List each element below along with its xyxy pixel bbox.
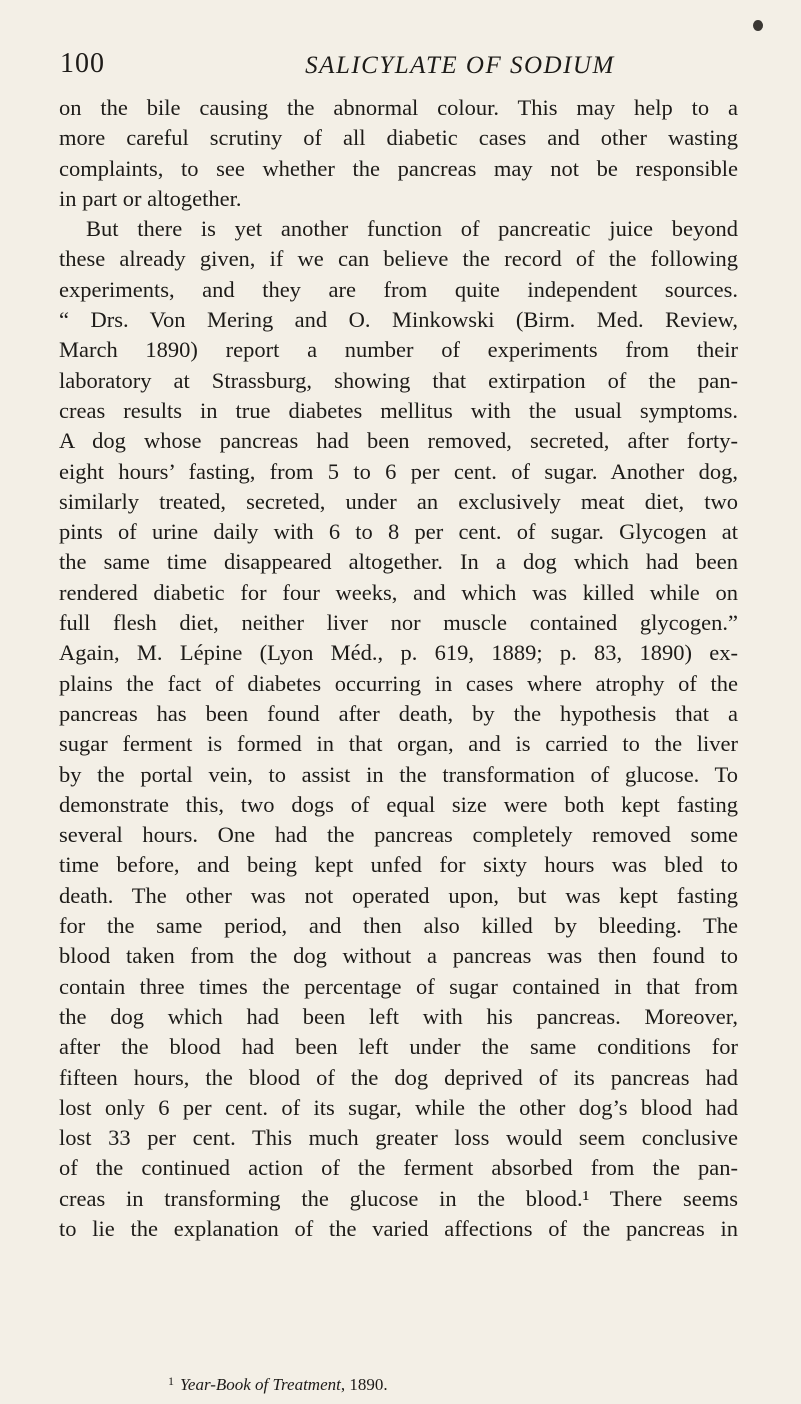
text-line: A dog whose pancreas had been removed, secreted, after forty- xyxy=(59,428,738,454)
footnote-marker: 1 xyxy=(168,1374,174,1388)
page-header xyxy=(60,48,736,88)
text-line: experiments, and they are from quite independent sources. xyxy=(59,276,738,302)
text-line: eight hours’ fasting, from 5 to 6 per cent. of sugar. Another dog, xyxy=(59,458,738,484)
text-line: lost only 6 per cent. of its sugar, while the other dog’s blood had xyxy=(59,1094,738,1120)
text-line: the same time disappeared altogether. In a dog which had been xyxy=(59,549,738,575)
text-line: creas results in true diabetes mellitus with the usual symptoms. xyxy=(59,397,738,423)
running-title: SALICYLATE OF SODIUM xyxy=(305,52,615,79)
footnote-year: , 1890. xyxy=(340,1375,388,1394)
text-line: after the blood had been left under the same conditions for xyxy=(59,1034,738,1060)
text-line: more careful scrutiny of all diabetic cases and other wasting xyxy=(59,125,738,151)
text-line: But there is yet another function of pancreatic juice beyond xyxy=(86,216,738,242)
text-line: pancreas has been found after death, by the hypothesis that a xyxy=(59,700,738,726)
footnote-title: Year-Book of Treatment xyxy=(180,1375,341,1394)
text-line: pints of urine daily with 6 to 8 per cent. of sugar. Glycogen at xyxy=(59,519,738,545)
text-line: contain three times the percentage of sugar contained in that from xyxy=(59,973,738,999)
text-line: demonstrate this, two dogs of equal size were both kept fasting xyxy=(59,791,738,817)
text-line: in part or altogether. xyxy=(59,185,242,211)
text-line: Again, M. Lépine (Lyon Méd., p. 619, 1889; p. 83, 1890) ex- xyxy=(59,640,738,666)
text-line: several hours. One had the pancreas completely removed some xyxy=(59,822,738,848)
text-line: creas in transforming the glucose in the blood.¹ There seems xyxy=(59,1185,738,1211)
text-line: on the bile causing the abnormal colour. This may help to a xyxy=(59,95,738,120)
text-line: for the same period, and then also killed by bleeding. The xyxy=(59,913,738,939)
text-line: time before, and being kept unfed for sixty hours was bled to xyxy=(59,852,738,878)
text-line: these already given, if we can believe the record of the following xyxy=(59,246,738,272)
body-text xyxy=(59,93,738,1244)
text-line: by the portal vein, to assist in the transformation of glucose. To xyxy=(59,761,738,787)
text-line: the dog which had been left with his pancreas. Moreover, xyxy=(59,1003,738,1029)
footnote xyxy=(168,1374,388,1395)
text-line: lost 33 per cent. This much greater loss would seem conclusive xyxy=(59,1125,738,1151)
text-line: death. The other was not operated upon, but was kept fasting xyxy=(59,882,738,908)
text-line: sugar ferment is formed in that organ, and is carried to the liver xyxy=(59,731,738,757)
page-number: 100 xyxy=(60,48,105,79)
text-line: laboratory at Strassburg, showing that extirpation of the pan- xyxy=(59,367,738,393)
text-line: similarly treated, secreted, under an exclusively meat diet, two xyxy=(59,488,738,514)
text-line: complaints, to see whether the pancreas may not be responsible xyxy=(59,155,738,181)
text-line: plains the fact of diabetes occurring in cases where atrophy of the xyxy=(59,670,738,696)
text-line: to lie the explanation of the varied affections of the pancreas in xyxy=(59,1215,738,1241)
text-line: blood taken from the dog without a pancreas was then found to xyxy=(59,943,738,969)
text-line: “ Drs. Von Mering and O. Minkowski (Birm. Med. Review, xyxy=(59,307,738,333)
text-line: of the continued action of the ferment absorbed from the pan- xyxy=(59,1155,738,1181)
ink-spot xyxy=(753,20,763,31)
text-line: fifteen hours, the blood of the dog deprived of its pancreas had xyxy=(59,1064,738,1090)
text-line: March 1890) report a number of experiments from their xyxy=(59,337,738,363)
text-line: full flesh diet, neither liver nor muscle contained glycogen.” xyxy=(59,610,738,636)
text-line: rendered diabetic for four weeks, and which was killed while on xyxy=(59,579,738,605)
